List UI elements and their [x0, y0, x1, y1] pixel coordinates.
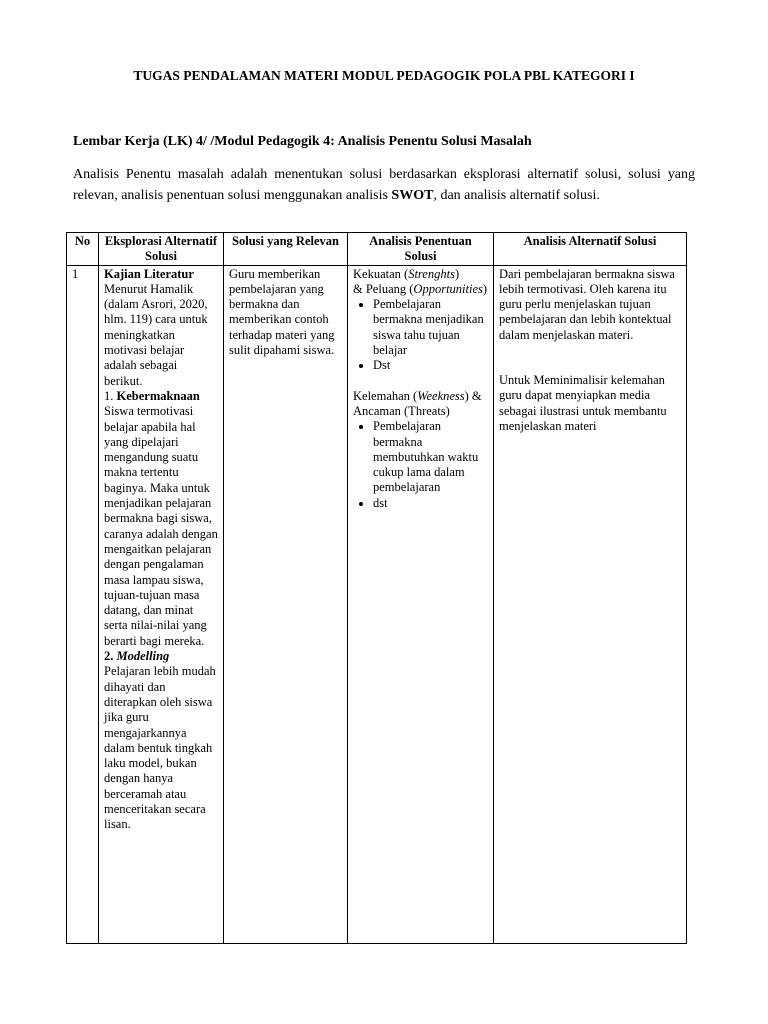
- intro-text-end: , dan analisis alternatif solusi.: [433, 188, 600, 203]
- cell-solusi-relevan: Guru memberikan pembelajaran yang bermakna dan memberikan contoh terhadap materi yang sulit dipahami siswa.: [224, 265, 348, 943]
- item2-title: Modelling: [116, 649, 170, 664]
- strength-label: Kekuatan (: [353, 266, 409, 281]
- spacer: [353, 374, 488, 389]
- list-item: • Dst: [373, 358, 488, 373]
- document-title: TUGAS PENDALAMAN MATERI MODUL PEDAGOGIK POLA PBL KATEGORI I: [133, 68, 635, 83]
- header-eksplorasi: Eksplorasi Alternatif Solusi: [99, 233, 224, 266]
- header-analisis-alternatif: Analisis Alternatif Solusi: [494, 233, 687, 266]
- intro-swot: SWOT: [391, 188, 434, 203]
- spacer: [499, 343, 681, 358]
- spacer: [499, 358, 681, 373]
- negative-bullets: [353, 419, 488, 511]
- kajian-source-text: Menurut Hamalik (dalam Asrori, 2020, hlm. 119) cara untuk meningkatkan motivasi belajar adalah sebagai berikut.: [104, 281, 208, 388]
- weakness-term: Weekness: [417, 388, 465, 403]
- list-item: • Pembelajaran bermakna menjadikan siswa tahu tujuan belajar: [373, 297, 488, 358]
- intro-paragraph: [73, 164, 695, 206]
- item1-text: Siswa termotivasi belajar apabila hal yang dipelajari mengandung suatu makna tertentu baginya. Maka untuk menjadikan pelajaran bermakna bagi siswa, caranya adalah dengan mengaitkan pelajaran dengan pengalaman masa lampau siswa, tujuan-tujuan masa datang, dan minat serta nilai-nilai yang berarti bagi mereka.: [104, 404, 218, 648]
- opportunity-label: & Peluang (: [353, 281, 414, 296]
- item-kebermaknaan: [104, 389, 218, 404]
- positive-bullets: [353, 297, 488, 373]
- alternatif-paragraph-2: Untuk Meminimalisir kelemahan guru dapat menyiapkan media sebagai ilustrasi untuk membantu menjelaskan materi: [499, 373, 667, 433]
- item1-title: Kebermaknaan: [116, 388, 200, 403]
- header-solusi-relevan: Solusi yang Relevan: [224, 233, 348, 266]
- table-header-row: [67, 233, 687, 266]
- cell-analisis-alternatif: [494, 265, 687, 943]
- kajian-literatur-heading: Kajian Literatur: [104, 266, 194, 281]
- header-no: No: [67, 233, 99, 266]
- list-item: • dst: [373, 496, 488, 511]
- item1-number: 1.: [104, 388, 117, 403]
- threat-line: Ancaman (Threats): [353, 403, 450, 418]
- strength-term: Strenghts: [408, 266, 455, 281]
- strength-close: ): [454, 266, 460, 281]
- weakness-close: ) &: [464, 388, 482, 403]
- opportunity-close: ): [482, 281, 488, 296]
- intro-text-start: Analisis Penentu masalah adalah menentukan solusi berdasarkan eksplorasi alternatif solusi, solusi yang relevan, analisis penentuan solusi menggunakan analisis: [73, 167, 695, 203]
- analysis-table: [66, 232, 687, 944]
- item-modelling: [104, 649, 218, 664]
- cell-no: 1: [67, 265, 99, 943]
- item2-number: 2.: [104, 649, 117, 664]
- weakness-line: [353, 389, 488, 404]
- item2-text: Pelajaran lebih mudah dihayati dan diterapkan oleh siswa jika guru mengajarkannya dalam bentuk tingkah laku model, bukan dengan hanya berceramah atau menceritakan secara lisan.: [104, 664, 216, 832]
- header-analisis-penentuan: Analisis Penentuan Solusi: [348, 233, 494, 266]
- cell-eksplorasi: [99, 265, 224, 943]
- table-row: [67, 265, 687, 943]
- alternatif-paragraph-1: Dari pembelajaran bermakna siswa lebih termotivasi. Oleh karena itu guru perlu menjelaskan tujuan pembelajaran dan lebih kontektual dalam menjelaskan materi.: [499, 266, 675, 342]
- opportunity-term: Opportunities: [413, 281, 483, 296]
- opportunity-line: [353, 282, 488, 297]
- weakness-label: Kelemahan (: [353, 388, 418, 403]
- cell-analisis-penentuan: [348, 265, 494, 943]
- list-item: • Pembelajaran bermakna membutuhkan waktu cukup lama dalam pembelajaran: [373, 419, 488, 495]
- strength-line: [353, 267, 488, 282]
- worksheet-subtitle: Lembar Kerja (LK) 4/ /Modul Pedagogik 4: Analisis Penentu Solusi Masalah: [73, 134, 532, 149]
